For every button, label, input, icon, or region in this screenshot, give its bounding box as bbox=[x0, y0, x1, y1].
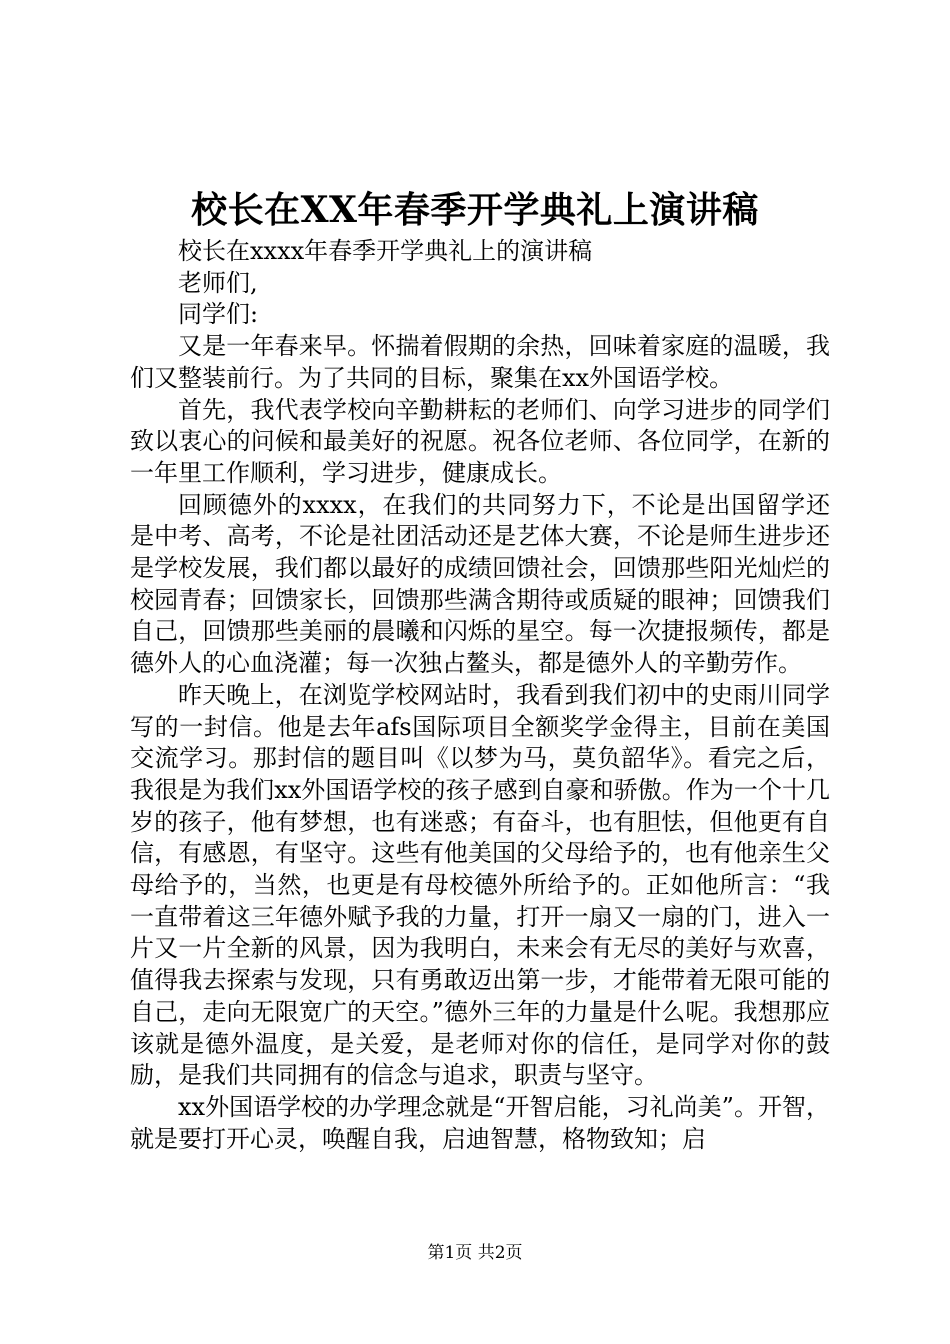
paragraph-opening: 又是一年春来早。怀揣着假期的余热，回味着家庭的温暖，我们又整装前行。为了共同的目标，聚集在xx外国语学校。 bbox=[130, 332, 830, 392]
page-footer: 第1页 共2页 bbox=[427, 1243, 523, 1263]
paragraph-philosophy: xx外国语学校的办学理念就是“开智启能，习礼尚美”。开智，就是要打开心灵，唤醒自我，启迪智慧，格物致知；启 bbox=[130, 1092, 830, 1153]
paragraph-salutation-teachers: 老师们, bbox=[178, 268, 258, 297]
document-body bbox=[130, 236, 830, 1155]
paragraph-letter: 昨天晚上，在浏览学校网站时，我看到我们初中的史雨川同学写的一封信。他是去年afs国际项目全额奖学金得主，目前在美国交流学习。那封信的题目叫《以梦为马，莫负韶华》。看完之后，我很是为我们xx外国语学校的孩子感到自豪和骄傲。作为一个十几岁的孩子，他有梦想，也有迷惑；有奋斗，也有胆怯，但他更有自信，有感恩，有坚守。这些有他美国的父母给予的，也有他亲生父母给予的，当然，也更是有母校德外所给予的。正如他所言：“我一直带着这三年德外赋予我的力量，打开一扇又一扇的门，进入一片又一片全新的风景，因为我明白，未来会有无尽的美好与欢喜，值得我去探索与发现，只有勇敢迈出第一步，才能带着无限可能的自己，走向无限宽广的天空。”德外三年的力量是什么呢。我想那应该就是德外温度，是关爱，是老师对你的信任，是同学对你的鼓励，是我们共同拥有的信念与追求，职责与坚守。 bbox=[130, 680, 830, 1090]
paragraph-greetings: 首先，我代表学校向辛勤耕耘的老师们、向学习进步的同学们致以衷心的问候和最美好的祝愿。祝各位老师、各位同学，在新的一年里工作顺利，学习进步，健康成长。 bbox=[130, 395, 830, 487]
paragraph-review: 回顾德外的xxxx，在我们的共同努力下，不论是出国留学还是中考、高考，不论是社团活动还是艺体大赛，不论是师生进步还是学校发展，我们都以最好的成绩回馈社会，回馈那些阳光灿烂的校园青春；回馈家长，回馈那些满含期待或质疑的眼神；回馈我们自己，回馈那些美丽的晨曦和闪烁的星空。每一次捷报频传，都是德外人的心血浇灌；每一次独占鳌头，都是德外人的辛勤劳作。 bbox=[130, 490, 830, 678]
paragraph-salutation-students: 同学们: bbox=[178, 300, 259, 329]
document-title: 校长在XX年春季开学典礼上演讲稿 bbox=[191, 189, 759, 231]
paragraph-subtitle: 校长在xxxx年春季开学典礼上的演讲稿 bbox=[178, 237, 593, 265]
